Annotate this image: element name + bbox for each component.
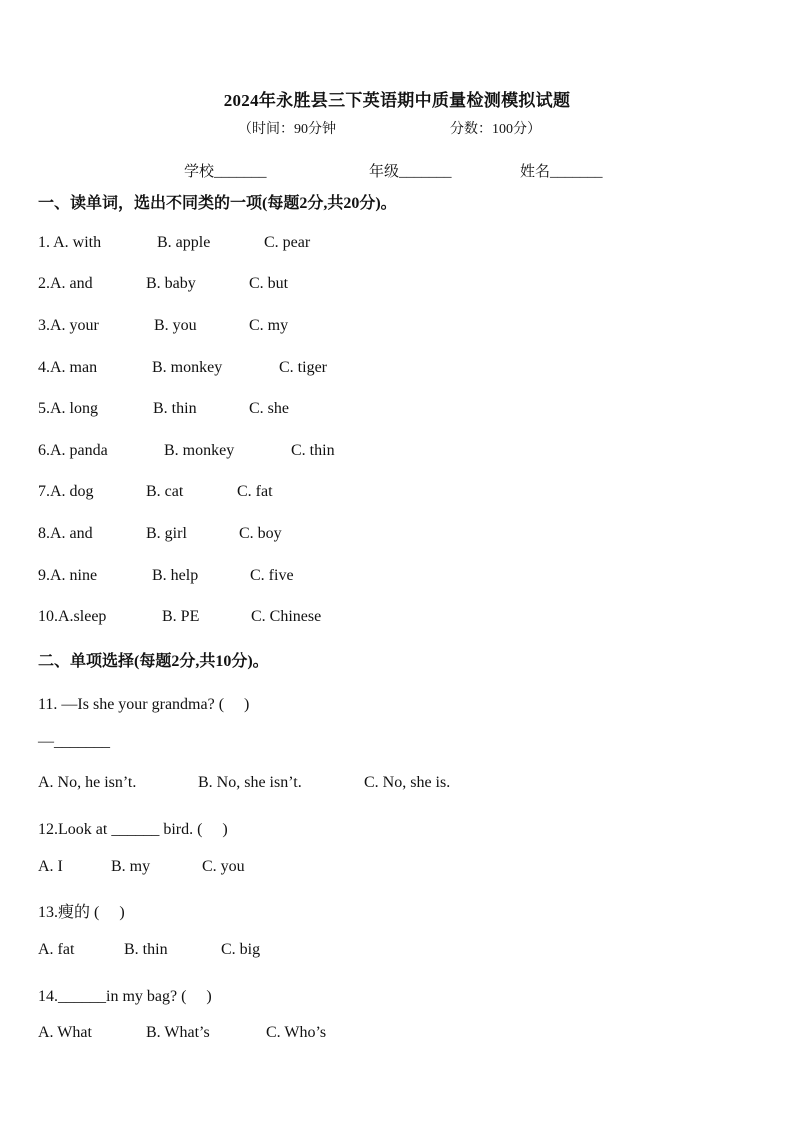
q11-option-a: A. No, he isn’t. <box>38 774 137 791</box>
exam-subtitle <box>238 118 541 138</box>
q4-option-b: B. monkey <box>152 359 223 376</box>
q13-option-a: A. fat <box>38 941 75 958</box>
q14-option-c: C. Who’s <box>266 1024 327 1041</box>
name-field: 姓名_______ <box>520 164 603 180</box>
q1-option-a: 1. A. with <box>38 234 102 251</box>
q13-option-c: C. big <box>221 941 261 958</box>
q13-option-b: B. thin <box>124 941 168 958</box>
q11-answer-line: —_______ <box>38 733 110 750</box>
q7-option-c: C. fat <box>237 483 273 500</box>
q10-option-a: 10.A.sleep <box>38 608 107 625</box>
q3-option-c: C. my <box>249 317 289 334</box>
exam-time: （时间：90分钟 <box>238 122 336 137</box>
section1-heading: 一、读单词，选出不同类的一项(每题2分,共20分)。 <box>38 195 397 212</box>
q11-option-c: C. No, she is. <box>364 774 451 791</box>
exam-title: 2024年永胜县三下英语期中质量检测模拟试题 <box>223 91 571 110</box>
q5-option-c: C. she <box>249 400 289 417</box>
q10-option-c: C. Chinese <box>251 608 322 625</box>
exam-score: 分数：100分） <box>450 122 541 137</box>
q1-option-b: B. apple <box>157 234 211 251</box>
school-field: 学校_______ <box>184 164 267 180</box>
q13-stem: 13.瘦的 ( ) <box>38 904 125 921</box>
q10-option-b: B. PE <box>162 608 200 625</box>
q4-option-c: C. tiger <box>279 359 327 376</box>
q6-option-a: 6.A. panda <box>38 442 108 459</box>
q5-option-b: B. thin <box>153 400 197 417</box>
q6-option-c: C. thin <box>291 442 335 459</box>
q3-option-a: 3.A. your <box>38 317 99 334</box>
q8-option-c: C. boy <box>239 525 282 542</box>
q9-option-b: B. help <box>152 567 199 584</box>
grade-field: 年级_______ <box>369 164 452 180</box>
q11-stem: 11. —Is she your grandma? ( ) <box>38 696 250 713</box>
q8-option-a: 8.A. and <box>38 525 93 542</box>
q2-option-a: 2.A. and <box>38 275 93 292</box>
q7-option-b: B. cat <box>146 483 184 500</box>
q4-option-a: 4.A. man <box>38 359 98 376</box>
q12-option-b: B. my <box>111 858 151 875</box>
q9-option-a: 9.A. nine <box>38 567 98 584</box>
q11-option-b: B. No, she isn’t. <box>198 774 302 791</box>
q6-option-b: B. monkey <box>164 442 235 459</box>
q14-option-b: B. What’s <box>146 1024 210 1041</box>
q3-option-b: B. you <box>154 317 197 334</box>
q2-option-b: B. baby <box>146 275 196 292</box>
q9-option-c: C. five <box>250 567 294 584</box>
q12-option-a: A. I <box>38 858 63 875</box>
q5-option-a: 5.A. long <box>38 400 98 417</box>
q8-option-b: B. girl <box>146 525 187 542</box>
q1-option-c: C. pear <box>264 234 311 251</box>
q7-option-a: 7.A. dog <box>38 483 94 500</box>
section2-heading: 二、单项选择(每题2分,共10分)。 <box>38 653 269 670</box>
q14-option-a: A. What <box>38 1024 92 1041</box>
q12-option-c: C. you <box>202 858 245 875</box>
q14-stem: 14.______in my bag? ( ) <box>38 988 212 1005</box>
q2-option-c: C. but <box>249 275 289 292</box>
q12-stem: 12.Look at ______ bird. ( ) <box>38 821 228 838</box>
